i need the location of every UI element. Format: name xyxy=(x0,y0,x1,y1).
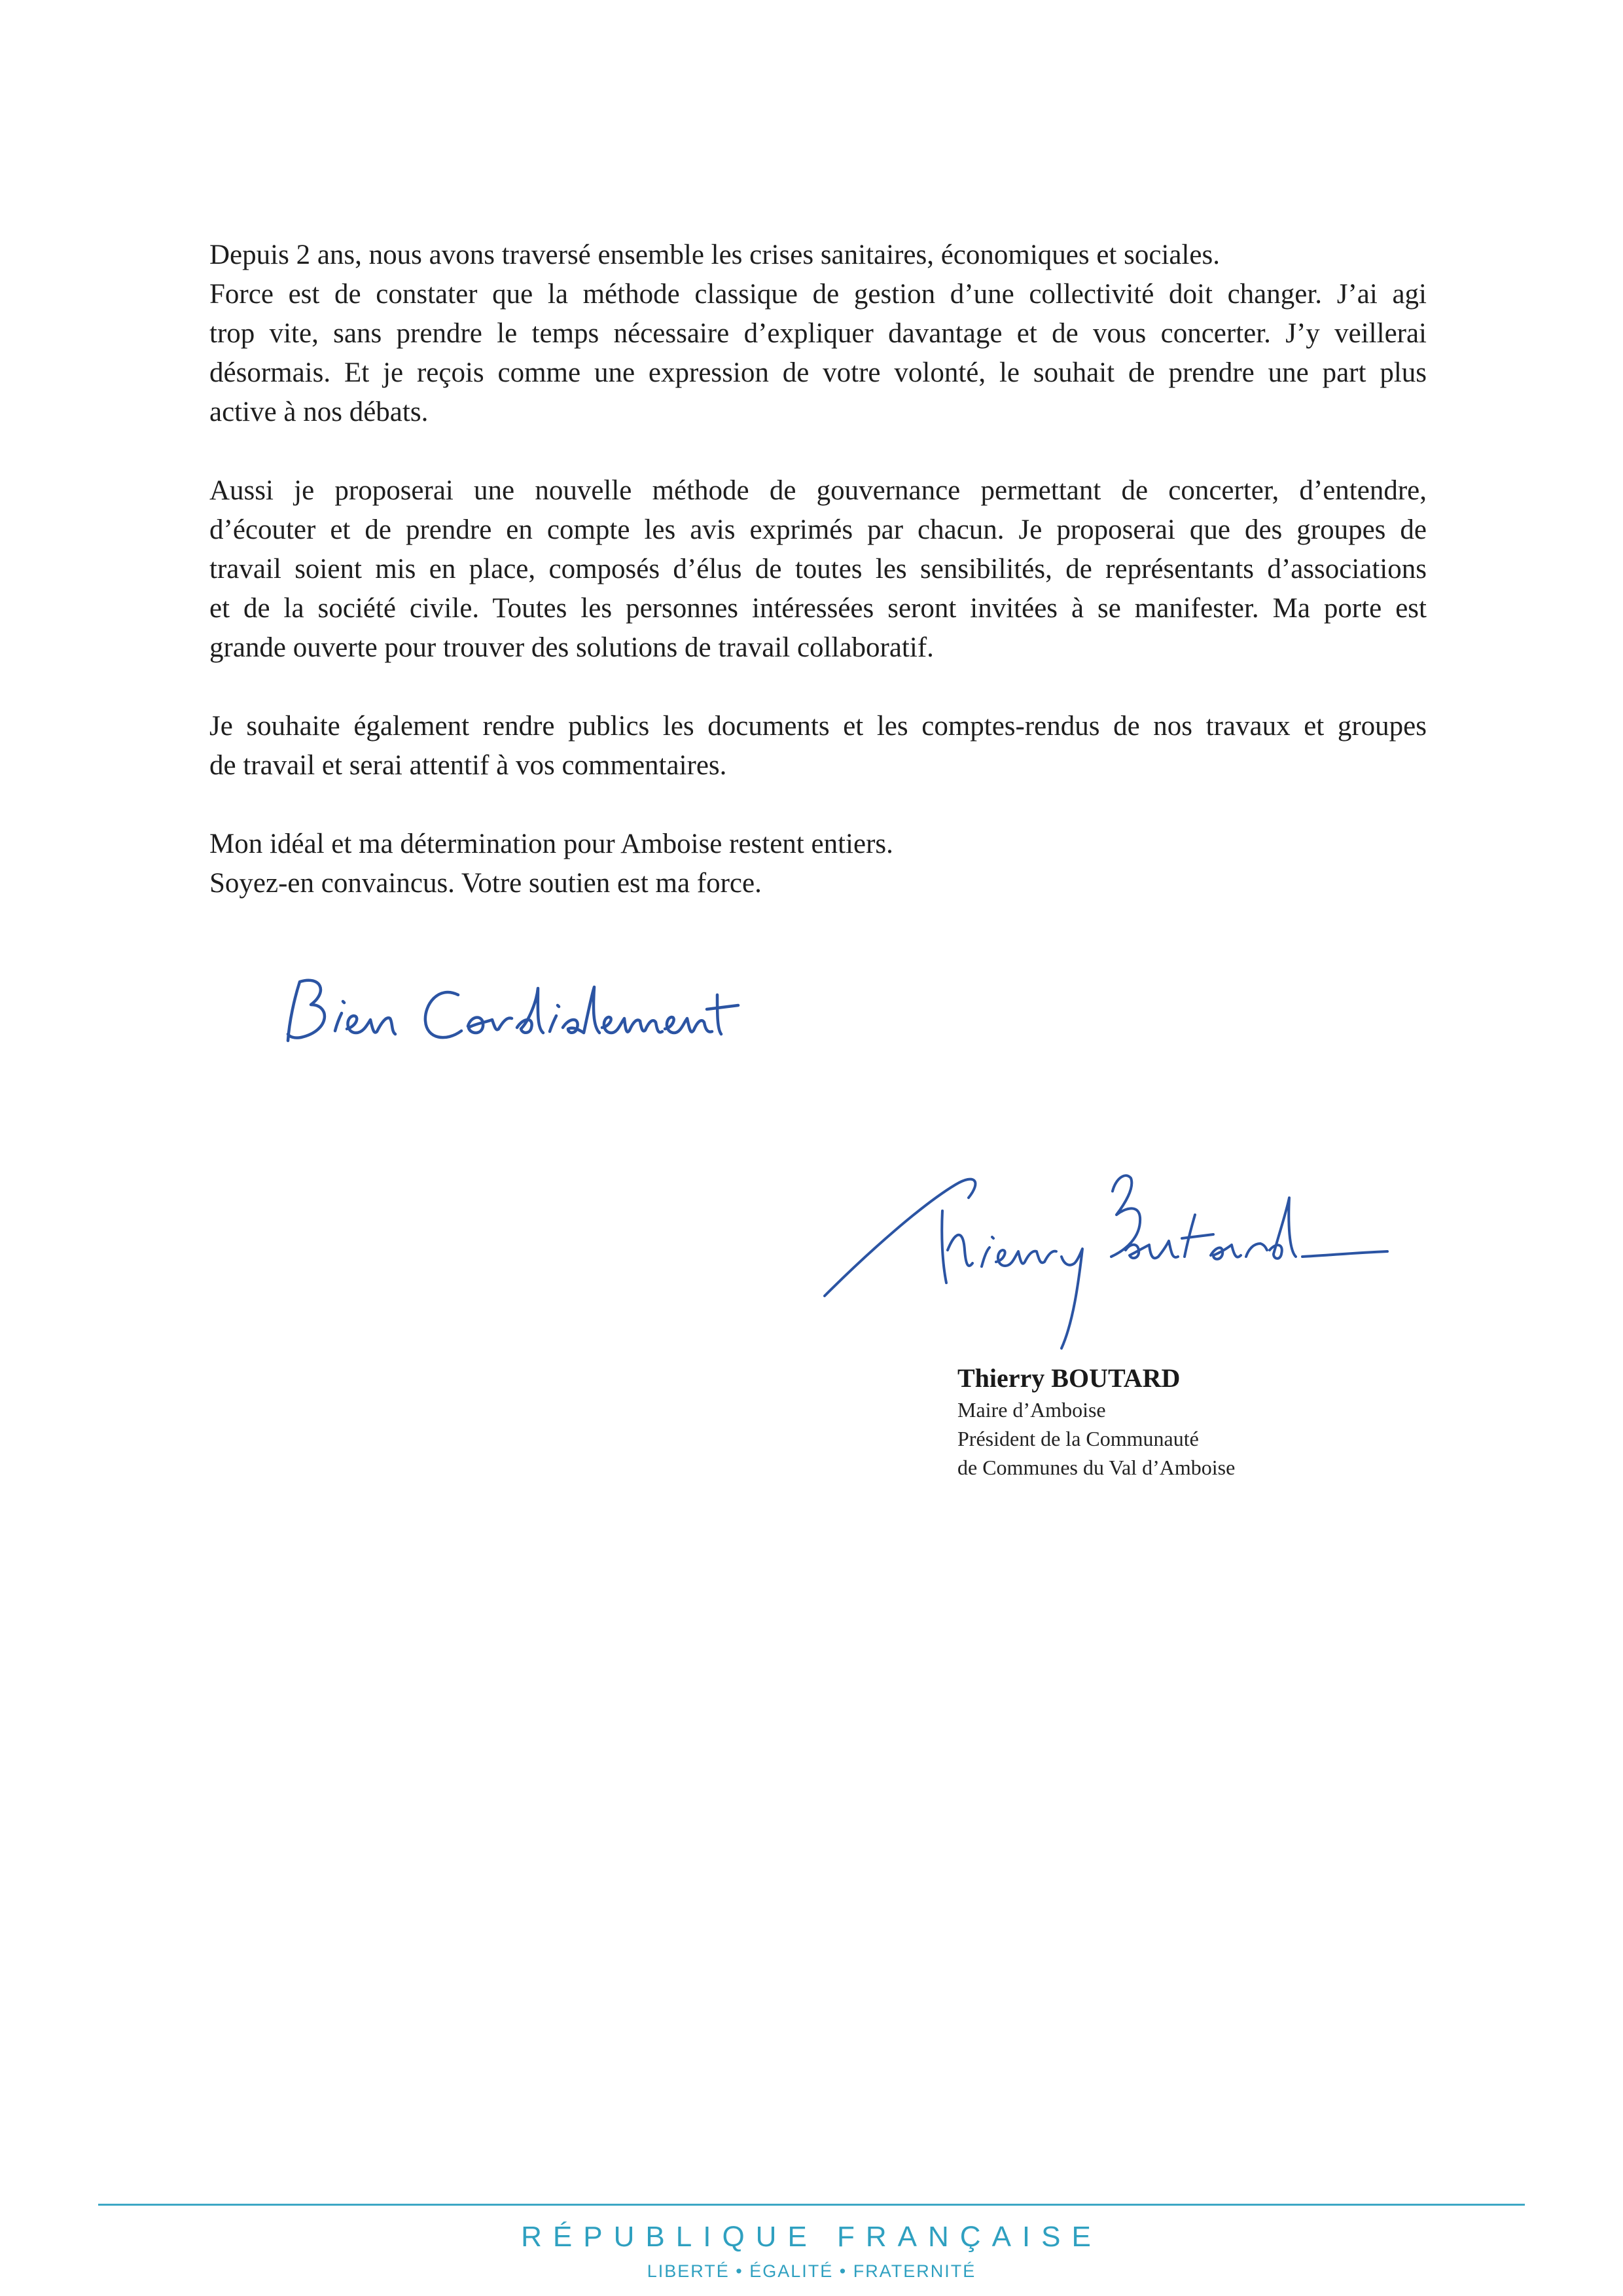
handwritten-closing xyxy=(275,969,746,1067)
mayor-signature xyxy=(818,1152,1394,1374)
paragraph-line: active à nos débats. xyxy=(209,397,429,427)
signatory-block xyxy=(957,1361,1416,1482)
paragraph-line: Je souhaite également rendre publics les documents et les comptes-rendus de nos travaux et groupes xyxy=(209,711,1427,742)
paragraph-line: et de la société civile. Toutes les personnes intéressées seront invitées à se manifester. Ma porte est xyxy=(209,593,1427,624)
paragraph-line: désormais. Et je reçois comme une expression de votre volonté, le souhait de prendre une part plus xyxy=(209,357,1427,388)
paragraph-line: de travail et serai attentif à vos commentaires. xyxy=(209,750,727,781)
paragraph-line: Soyez-en convaincus. Votre soutien est ma force. xyxy=(209,868,762,899)
paragraph-line: grande ouverte pour trouver des solutions de travail collaboratif. xyxy=(209,632,934,663)
footer-divider xyxy=(98,2204,1525,2206)
paragraph-line: trop vite, sans prendre le temps nécessaire d’expliquer davantage et de vous concerter. J’y veillerai xyxy=(209,318,1427,349)
footer-republique: RÉPUBLIQUE FRANÇAISE xyxy=(521,2221,1102,2253)
paragraph-line: Depuis 2 ans, nous avons traversé ensemble les crises sanitaires, économiques et sociales. xyxy=(209,240,1220,270)
letter-body xyxy=(209,236,1427,942)
paragraph-line: Mon idéal et ma détermination pour Amboise restent entiers. xyxy=(209,829,893,859)
paragraph-3 xyxy=(209,707,1427,785)
paragraph-line: d’écouter et de prendre en compte les avis exprimés par chacun. Je proposerai que des groupes de xyxy=(209,514,1427,545)
paragraph-line: Aussi je proposerai une nouvelle méthode de gouvernance permettant de concerter, d’entendre, xyxy=(209,475,1427,506)
paragraph-4 xyxy=(209,825,1427,903)
paragraph-line: travail soient mis en place, composés d’élus de toutes les sensibilités, de représentants d’associations xyxy=(209,554,1427,584)
signatory-name: Thierry BOUTARD xyxy=(957,1363,1181,1393)
paragraph-2 xyxy=(209,471,1427,668)
signatory-role: de Communes du Val d’Amboise xyxy=(957,1456,1236,1479)
signatory-role: Maire d’Amboise xyxy=(957,1398,1106,1422)
footer-motto: LIBERTÉ • ÉGALITÉ • FRATERNITÉ xyxy=(647,2261,976,2281)
paragraph-1 xyxy=(209,236,1427,432)
paragraph-line: Force est de constater que la méthode classique de gestion d’une collectivité doit changer. J’ai agi xyxy=(209,279,1427,310)
signatory-role: Président de la Communauté xyxy=(957,1427,1199,1450)
